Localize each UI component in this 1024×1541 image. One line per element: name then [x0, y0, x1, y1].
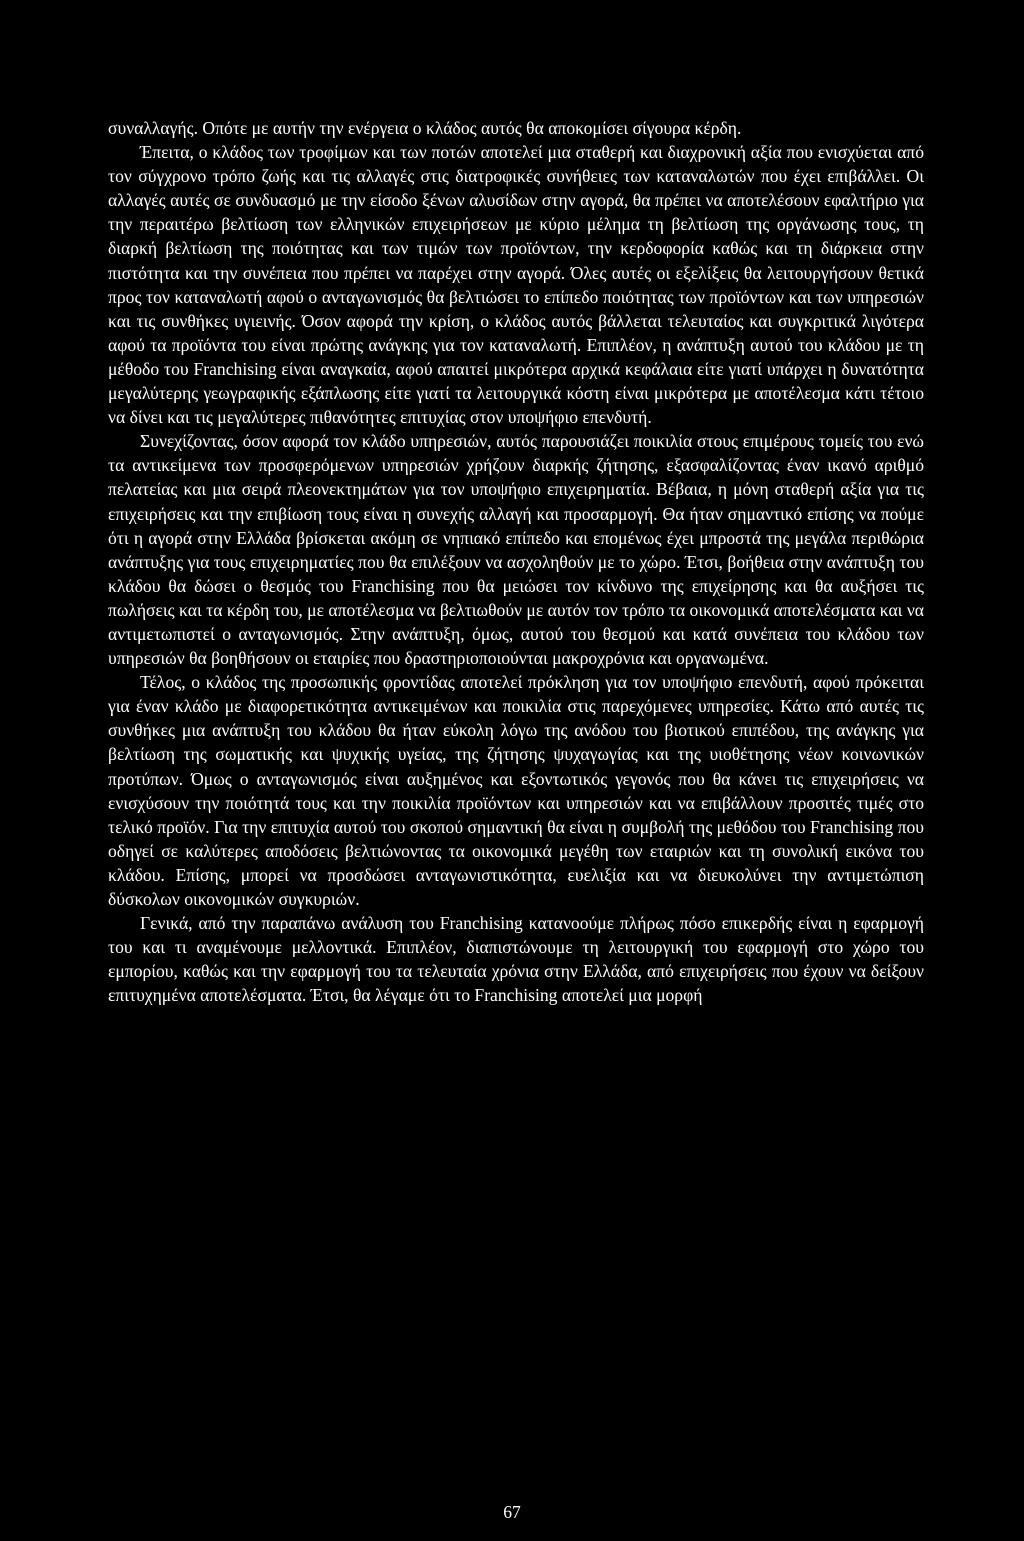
paragraph-2: Έπειτα, ο κλάδος των τροφίμων και των ποτών αποτελεί μια σταθερή και διαχρονική αξία που ενισχύεται από τον σύγχρονο τρόπο ζωής και τις αλλαγές στις διατροφικές συνήθειες των καταναλωτών που έχει επιβάλλει. Οι αλλαγές αυτές σε συνδυασμό με την είσοδο ξένων αλυσίδων στην αγορά, θα πρέπει να αποτελέσουν εφαλτήριο για την περαιτέρω βελτίωση των ελληνικών επιχειρήσεων με κύριο μέλημα τη βελτίωση της οργάνωσης τους, τη διαρκή βελτίωση της ποιότητας και των τιμών των προϊόντων, την κερδοφορία καθώς και τη διάρκεια στην πιστότητα και την συνέπεια που πρέπει να παρέχει στην αγορά. Όλες αυτές οι εξελίξεις θα λειτουργήσουν θετικά προς τον καταναλωτή αφού ο ανταγωνισμός θα βελτιώσει το επίπεδο ποιότητας των προϊόντων και των υπηρεσιών και τις συνθήκες υγιεινής. Όσον αφορά την κρίση, ο κλάδος αυτός βάλλεται τελευταίος και συγκριτικά λιγότερα αφού τα προϊόντα του είναι πρώτης ανάγκης για τον καταναλωτή. Επιπλέον, η ανάπτυξη αυτού του κλάδου με τη μέθοδο του Franchising είναι αναγκαία, αφού απαιτεί μικρότερα αρχικά κεφάλαια είτε γιατί υπάρχει η δυνατότητα μεγαλύτερης γεωγραφικής εξάπλωσης είτε γιατί τα λειτουργικά κόστη είναι μικρότερα με αποτέλεσμα κάτι τέτοιο να δίνει και τις μεγαλύτερες πιθανότητες επιτυχίας στον υποψήφιο επενδυτή.	[108, 142, 924, 428]
paragraph-1: συναλλαγής. Οπότε με αυτήν την ενέργεια ο κλάδος αυτός θα αποκομίσει σίγουρα κέρδη.	[108, 118, 742, 138]
paragraph-4: Τέλος, ο κλάδος της προσωπικής φροντίδας αποτελεί πρόκληση για τον υποψήφιο επενδυτή, αφού πρόκειται για έναν κλάδο με διαφορετικότητα αντικειμένων και ποικιλία στις παρεχόμενες υπηρεσίες. Κάτω από αυτές τις συνθήκες μια ανάπτυξη του κλάδου θα ήταν εύκολη λόγω της ανόδου του βιοτικού επιπέδου, της ανάγκης για βελτίωση της σωματικής και ψυχικής υγείας, της ζήτησης ψυχαγωγίας και της υιοθέτησης νέων κοινωνικών προτύπων. Όμως ο ανταγωνισμός είναι αυξημένος και εξοντωτικός γεγονός που θα κάνει τις επιχειρήσεις να ενισχύσουν την ποιότητά τους και την ποικιλία προϊόντων και υπηρεσιών και να επιβάλλουν προσιτές τιμές στο τελικό προϊόν. Για την επιτυχία αυτού του σκοπού σημαντική θα είναι η συμβολή της μεθόδου του Franchising που οδηγεί σε καλύτερες αποδόσεις βελτιώνοντας τα οικονομικά μεγέθη των εταιριών και τη συνολική εικόνα του κλάδου. Επίσης, μπορεί να προσδώσει ανταγωνιστικότητα, ευελιξία και να διευκολύνει την αντιμετώπιση δύσκολων οικονομικών συγκυριών.	[108, 672, 924, 909]
paragraph-3: Συνεχίζοντας, όσον αφορά τον κλάδο υπηρεσιών, αυτός παρουσιάζει ποικιλία στους επιμέρους τομείς του ενώ τα αντικείμενα των προσφερόμενων υπηρεσιών χρήζουν διαρκής ζήτησης, εξασφαλίζοντας έναν ικανό αριθμό πελατείας και μια σειρά πλεονεκτημάτων για τον υποψήφιο επιχειρηματία. Βέβαια, η μόνη σταθερή αξία για τις επιχειρήσεις και την επιβίωση τους είναι η συνεχής αλλαγή και προσαρμογή. Θα ήταν σημαντικό επίσης να πούμε ότι η αγορά στην Ελλάδα βρίσκεται ακόμη σε νηπιακό επίπεδο και επομένως έχει μπροστά της μεγάλα περιθώρια ανάπτυξης για τους επιχειρηματίες που θα επιλέξουν να ασχοληθούν με το χώρο. Έτσι, βοήθεια στην ανάπτυξη του κλάδου θα δώσει ο θεσμός του Franchising που θα μειώσει τον κίνδυνο της επιχείρησης και θα αυξήσει τις πωλήσεις και τα κέρδη του, με αποτέλεσμα να βελτιωθούν με αυτόν τον τρόπο τα οικονομικά αποτελέσματα και να αντιμετωπιστεί ο ανταγωνισμός. Στην ανάπτυξη, όμως, αυτού του θεσμού και κατά συνέπεια του κλάδου των υπηρεσιών θα βοηθήσουν οι εταιρίες που δραστηριοποιούνται μακροχρόνια και οργανωμένα.	[108, 431, 924, 669]
paragraph-5: Γενικά, από την παραπάνω ανάλυση του Franchising κατανοούμε πλήρως πόσο επικερδής είναι η εφαρμογή του και τι αναμένουμε μελλοντικά. Επιπλέον, διαπιστώνουμε τη λειτουργική του εφαρμογή στο χώρο του εμπορίου, καθώς και την εφαρμογή του τα τελευταία χρόνια στην Ελλάδα, από επιχειρήσεις που έχουν να δείξουν επιτυχημένα αποτελέσματα. Έτσι, θα λέγαμε ότι το Franchising αποτελεί μια μορφή	[108, 913, 924, 1006]
document-body	[108, 116, 924, 1007]
page-number: 67	[503, 1502, 521, 1522]
